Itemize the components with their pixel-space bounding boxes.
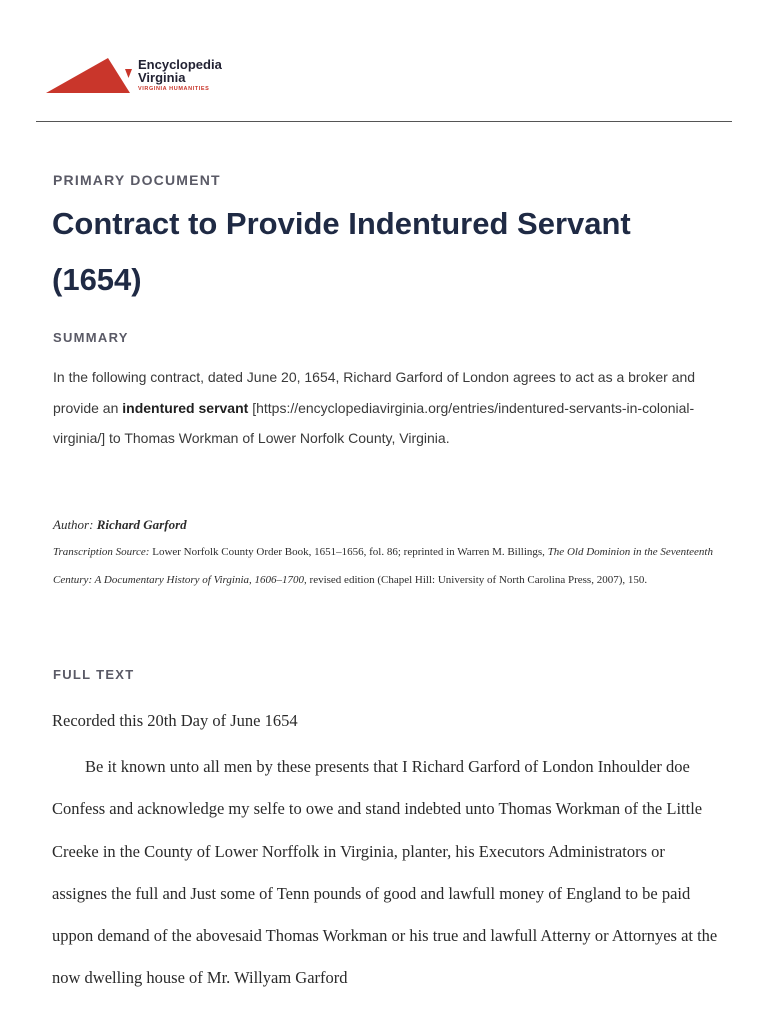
header-divider <box>36 121 732 122</box>
logo-subtitle: VIRGINIA HUMANITIES <box>138 86 210 92</box>
summary-text <box>53 362 713 454</box>
summary-link-url: [https://encyclopediavirginia.org/entries/indentured-servants-in-colonial-virginia/] <box>53 399 695 446</box>
document-type-label: PRIMARY DOCUMENT <box>53 172 221 188</box>
site-logo[interactable] <box>46 54 236 98</box>
contract-paragraph: Be it known unto all men by these presents that I Richard Garford of London Inhoulder doe Confess and acknowledge my selfe to owe and stand indebted unto Thomas Workman of the Little Creeke in the County of Lower Norffolk in Virginia, planter, his Executors Administrators or assignes the full and Just some of Tenn pounds of good and lawfull money of England to be paid uppon demand of the abovesaid Thomas Workman or his true and lawfull Atterny or Attornyes at the now dwelling house of Mr. Willyam Garford <box>52 757 718 988</box>
author-name: Richard Garford <box>96 517 187 532</box>
recorded-line: Recorded this 20th Day of June 1654 <box>52 711 298 730</box>
full-text-heading: FULL TEXT <box>53 667 135 682</box>
author-line <box>53 512 723 538</box>
summary-text-before: In the following contract, dated June 20, 1654, Richard Garford of London agrees to act as a broker and provide an <box>53 369 696 416</box>
source-book-title: The Old Dominion in the Seventeenth Century: A Documentary History of Virginia, 1606–1700 <box>53 546 713 586</box>
document-metadata <box>53 512 723 594</box>
summary-heading: SUMMARY <box>53 330 129 345</box>
source-text-1: Lower Norfolk County Order Book, 1651–1656, fol. 86; reprinted in Warren M. Billings, <box>149 546 548 558</box>
logo-line-2: Virginia <box>138 70 186 85</box>
summary-text-after: to Thomas Workman of Lower Norfolk County, Virginia. <box>105 430 450 446</box>
source-text-2: , revised edition (Chapel Hill: University of North Carolina Press, 2007), 150. <box>304 574 648 586</box>
author-label: Author: <box>53 517 94 532</box>
logo-mark-icon <box>46 56 136 96</box>
transcription-source <box>53 538 723 594</box>
full-text-body <box>52 704 722 1000</box>
logo-wordmark <box>138 58 222 84</box>
source-label: Transcription Source: <box>53 546 150 558</box>
logo-line-1: Encyclopedia <box>138 57 222 72</box>
page-title: Contract to Provide Indentured Servant (1654) <box>52 206 631 297</box>
indentured-servant-link[interactable]: indentured servant <box>122 399 249 416</box>
